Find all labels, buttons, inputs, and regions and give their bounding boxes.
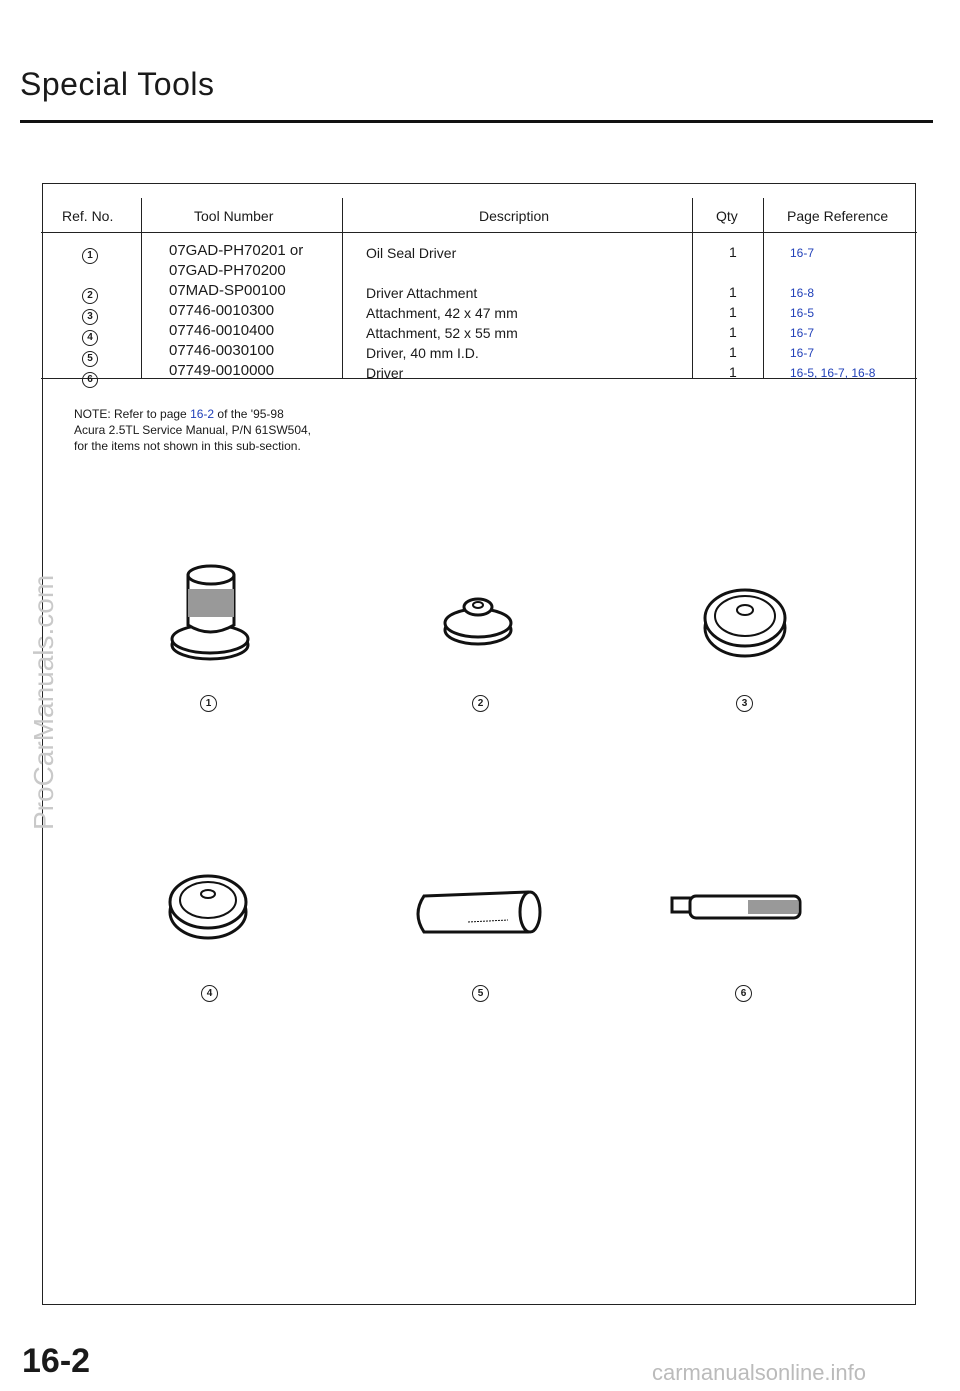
bottom-watermark: carmanualsonline.info: [652, 1360, 867, 1385]
table-cell: 07746-0030100: [169, 342, 275, 359]
table-cell: 1: [729, 284, 737, 300]
page-reference-link[interactable]: 16-8: [790, 286, 815, 300]
attachment-52x55-illustration: [165, 862, 255, 947]
ref-column: [82, 243, 98, 388]
column-separator: [692, 198, 693, 378]
table-cell: 07749-0010000: [169, 362, 275, 379]
table-cell: 07GAD-PH70200: [169, 262, 286, 279]
page-reference-link[interactable]: 16-5: [790, 306, 815, 320]
table-cell: 07746-0010400: [169, 322, 275, 339]
note-text: Acura 2.5TL Service Manual, P/N 61SW504,: [74, 423, 311, 437]
column-separator: [763, 198, 764, 378]
table-cell: 07746-0010300: [169, 302, 275, 319]
page-reference-link[interactable]: 16-7: [790, 326, 815, 340]
table-cell: Attachment, 42 x 47 mm: [366, 305, 518, 321]
table-cell: 1: [729, 364, 737, 380]
figure-label: 1: [200, 695, 217, 712]
ref-number: 2: [82, 288, 98, 304]
page-number: 16-2: [22, 1342, 91, 1380]
figure-label: 5: [472, 985, 489, 1002]
note-text: of the '95-98: [214, 407, 284, 421]
page-reference-column: [790, 243, 875, 383]
page-reference-link[interactable]: 16-7: [790, 246, 815, 260]
header-description: Description: [479, 208, 550, 224]
header-qty: Qty: [716, 208, 738, 224]
qty-column: [729, 242, 737, 382]
page-reference-link[interactable]: 16-7: [790, 346, 815, 360]
table-cell: Oil Seal Driver: [366, 245, 457, 261]
driver-handle-illustration: [668, 888, 813, 928]
table-cell: 1: [729, 304, 737, 320]
figure-label: 6: [735, 985, 752, 1002]
figure-label: 3: [736, 695, 753, 712]
table-cell: 07MAD-SP00100: [169, 282, 286, 299]
table-cell: Driver: [366, 365, 404, 381]
side-watermark: ProCarManuals.com: [28, 574, 59, 830]
note-text: NOTE: Refer to page: [74, 407, 191, 421]
table-cell: 1: [729, 344, 737, 360]
ref-number: 5: [82, 351, 98, 367]
driver-40mm-illustration: [408, 888, 548, 942]
table-cell: 1: [729, 244, 737, 260]
page-reference-link[interactable]: 16-5, 16-7, 16-8: [790, 366, 876, 380]
attachment-42x47-illustration: [700, 578, 790, 663]
note-page-link[interactable]: 16-2: [190, 407, 215, 421]
table-cell: 07GAD-PH70201 or: [169, 242, 304, 259]
tool-number-column: [169, 241, 303, 381]
ref-number: 3: [82, 309, 98, 325]
description-column: [366, 243, 518, 383]
note: [74, 406, 374, 454]
driver-attachment-illustration: [438, 585, 518, 655]
header-rule: [41, 232, 917, 233]
figure-label: 2: [472, 695, 489, 712]
header-ref: Ref. No.: [62, 208, 114, 224]
figure-label: 4: [201, 985, 218, 1002]
table-cell: Driver Attachment: [366, 285, 478, 301]
ref-number: 6: [82, 372, 98, 388]
column-separator: [141, 198, 142, 378]
header-tool: Tool Number: [194, 208, 274, 224]
page-title: Special Tools: [20, 66, 215, 102]
table-cell: Attachment, 52 x 55 mm: [366, 325, 518, 341]
column-separator: [342, 198, 343, 378]
note-text: for the items not shown in this sub-section.: [74, 439, 301, 453]
table-cell: Driver, 40 mm I.D.: [366, 345, 479, 361]
oil-seal-driver-illustration: [160, 555, 260, 675]
title-rule: [20, 120, 933, 123]
ref-number: 4: [82, 330, 98, 346]
ref-number: 1: [82, 248, 98, 264]
header-page-reference: Page Reference: [787, 208, 889, 224]
table-cell: 1: [729, 324, 737, 340]
